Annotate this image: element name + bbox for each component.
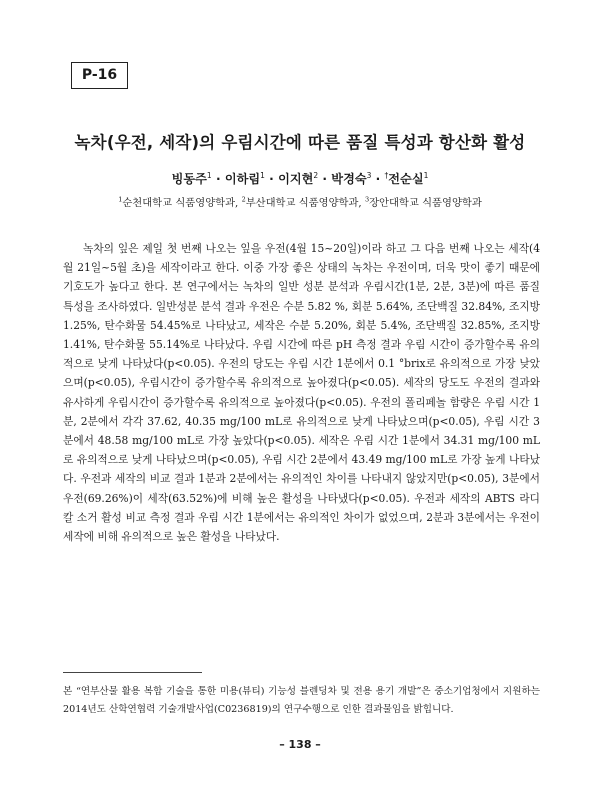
abstract	[63, 239, 540, 546]
author-separator: ·	[371, 172, 385, 186]
footnote	[63, 683, 540, 718]
affiliation-number: 1	[118, 195, 123, 204]
affiliation-name: 장안대학교 식품영양학과	[369, 197, 482, 209]
author-affiliation-number: 3	[366, 170, 372, 180]
author-affiliation-number: 2	[313, 170, 319, 180]
affiliation-separator: ,	[235, 197, 242, 209]
author-name: 빙동주	[171, 172, 207, 186]
poster-id-badge: P-16	[71, 62, 128, 89]
footnote-divider	[63, 672, 202, 673]
affiliation-number: 2	[241, 195, 246, 204]
author-list	[0, 170, 600, 187]
affiliation-number: 3	[364, 195, 370, 204]
affiliation-name: 순천대학교 식품영양학과	[122, 197, 236, 209]
author-separator: ·	[211, 172, 225, 186]
author-affiliation-number: 1	[206, 170, 212, 180]
author-name: 이지현	[278, 172, 314, 186]
affiliation-name: 부산대학교 식품영양학과	[245, 197, 359, 209]
page-number: – 138 –	[279, 738, 321, 751]
affiliation-separator: ,	[358, 197, 365, 209]
author-separator: ·	[318, 172, 332, 186]
footnote-text: 본 “연부산물 활용 복합 기술을 통한 미용(뷰티) 기능성 블렌딩차 및 전용 용기 개발”은 중소기업청에서 지원하는 2014년도 산학연협력 기술개발사업(C0236819)의 연구수행으로 인한 결과물임을 밝힙니다.	[63, 686, 540, 715]
author-name: 박경숙	[331, 172, 367, 186]
abstract-paragraph: 녹차의 잎은 제일 첫 번째 나오는 잎을 우전(4월 15~20일)이라 하고 그 다음 번째 나오는 세작(4월 21일~5월 초)을 세작이라고 한다. 이중 가장 좋은 상태의 녹차는 우전이며, 더욱 맛이 좋기 때문에 기호도가 높다고 한다. 본 연구에서는 녹차의 일반 성분 분석과 우림시간(1분, 2분, 3분)에 따른 품질 특성을 조사하였다. 일반성분 분석 결과 우전은 수분 5.82 %, 회분 5.64%, 조단백질 32.84%, 조지방 1.25%, 탄수화물 54.45%로 나타났고, 세작은 수분 5.20%, 회분 5.4%, 조단백질 32.85%, 조지방 1.41%, 탄수화물 55.14%로 나타났다. 우림 시간에 따른 pH 측정 결과 우림 시간이 증가할수록 유의적으로 낮게 나타났다(p<0.05). 우전의 당도는 우림 시간 1분에서 0.1 °brix로 유의적으로 가장 낮았으며(p<0.05), 우림시간이 증가할수록 유의적으로 높아졌다(p<0.05). 세작의 당도도 우전의 결과와 유사하게 우림시간이 증가할수록 유의적으로 높아졌다(p<0.05). 우전의 폴리페놀 함량은 우림 시간 1분, 2분에서 각각 37.62, 40.35 mg/100 mL로 유의적으로 낮게 나타났으며(p<0.05), 우림 시간 3분에서 48.58 mg/100 mL로 가장 높았다(p<0.05). 세작은 우림 시간 1분에서 34.31 mg/100 mL로 유의적으로 낮게 나타났으며(p<0.05), 우림 시간 2분에서 43.49 mg/100 mL로 가장 높게 나타났다. 우전과 세작의 비교 결과 1분과 2분에서는 유의적인 차이를 나타내지 않았지만(p<0.05), 3분에서 우전(69.26%)이 세작(63.52%)에 비해 높은 활성을 나타냈다(p<0.05). 우전과 세작의 ABTS 라디칼 소거 활성 비교 측정 결과 우림 시간 1분에서는 유의적인 차이가 없었으며, 2분과 3분에서는 우전이 세작에 비해 유의적으로 높은 활성을 나타났다.	[63, 242, 540, 544]
corresponding-author-mark: †	[384, 170, 389, 180]
author-separator: ·	[264, 172, 279, 186]
paper-title: 녹차(우전, 세작)의 우림시간에 따른 품질 특성과 항산화 활성	[74, 133, 526, 152]
affiliation-list	[0, 194, 600, 209]
author-affiliation-number: 1	[423, 170, 429, 180]
author-name: 전순실	[388, 172, 424, 186]
author-name: 이하림	[224, 172, 261, 186]
author-affiliation-number: 1	[260, 170, 265, 180]
